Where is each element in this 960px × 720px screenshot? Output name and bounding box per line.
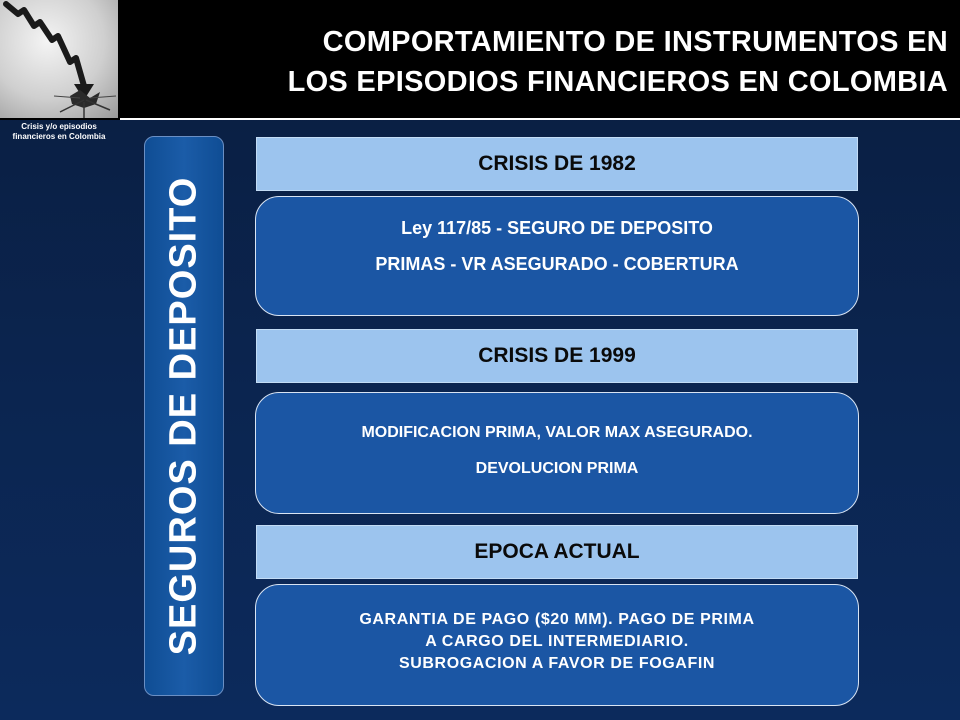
page-title (128, 22, 948, 102)
detail-line: SUBROGACION A FAVOR DE FOGAFIN (398, 655, 716, 672)
detail-line: GARANTIA DE PAGO ($20 MM). PAGO DE PRIMA (359, 611, 755, 628)
section-heading-1999: CRISIS DE 1999 (256, 329, 858, 383)
logo-caption (0, 122, 118, 142)
detail-line: Ley 117/85 - SEGURO DE DEPOSITO (401, 218, 713, 238)
detail-line: MODIFICACION PRIMA, VALOR MAX ASEGURADO. (361, 424, 753, 441)
header-divider (120, 118, 960, 120)
page-title-line: LOS EPISODIOS FINANCIEROS EN COLOMBIA (287, 66, 948, 98)
section-detail-actual (255, 584, 859, 706)
logo-caption-line: Crisis y/o episodios (21, 122, 97, 131)
section-detail-1999 (255, 392, 859, 514)
section-heading-actual: EPOCA ACTUAL (256, 525, 858, 579)
falling-chart-logo-icon (0, 0, 118, 118)
page-title-line: COMPORTAMIENTO DE INSTRUMENTOS EN (322, 26, 948, 58)
detail-line: PRIMAS - VR ASEGURADO - COBERTURA (375, 254, 739, 274)
sidebar-label: SEGUROS DE DEPOSITO (162, 176, 205, 656)
section-detail-1982 (255, 196, 859, 316)
detail-line: A CARGO DEL INTERMEDIARIO. (425, 633, 689, 650)
detail-line: DEVOLUCION PRIMA (475, 460, 639, 477)
logo-caption-line: financieros en Colombia (12, 132, 106, 141)
section-heading-1982: CRISIS DE 1982 (256, 137, 858, 191)
